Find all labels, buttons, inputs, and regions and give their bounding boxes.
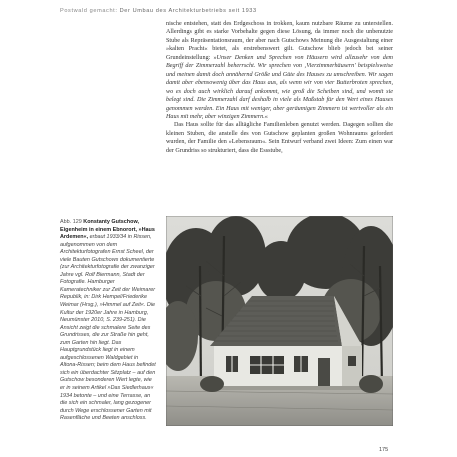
- page-number: 175: [379, 447, 389, 453]
- running-head-title: : Der Umbau des Architekturbetriebs seit 1933: [115, 8, 257, 14]
- caption-number: Abb. 129: [60, 219, 82, 225]
- running-head-chapter: Postwald gemacht: [60, 8, 116, 14]
- running-head: [60, 8, 440, 14]
- house-photo-illustration: [166, 216, 393, 426]
- body-paragraph-1-tail: «: [264, 113, 268, 120]
- body-text-column: [166, 20, 393, 155]
- body-paragraph-1: [166, 20, 393, 121]
- body-paragraph-1-lead: nische entstehen, statt des Erdgeschoss in trokken, kaum nutzbare Räume zu unterstellen. Allerdings gibt es starke Vorbehalte gegen diese Lösung, da immer noch die unbenutzte Stube als Repräsentationsraum, der aber nach Gutschows Meinung die Ausgestaltung einer »kalten Pracht« bietet, als erstrebenswert gilt. Gutschow blieb jedoch bei seiner Grundeinstellung: »: [166, 21, 393, 61]
- caption-text: erbaut 1933/34 in Rissen, aufgenommen von dem Architekturfotografen Ernst Scheel, der viele Bauten Gutschows dokumentierte (zur Architekturfotografie der zwanziger Jahre vgl. Rolf Biermann, Stadt der Fotografie. Hamburger Kameratechniker zur Zeit der Weimarer Republik, in: Dirk Hempel/Friederike Weimar (Hrsg.), »Himmel auf Zeit«. Die Kultur der 1920er Jahre in Hamburg, Neumünster 2010, S. 239-251). Die Ansicht zeigt die schmalere Seite des Grundrisses, die zur Straße hin geht, zum Garten hin liegt. Das Hauptgrundstück liegt in einem aufgeschlossenen Waldgebiet in Altona-Rissen; beim dem Haus befindet sich ein überdachter Sitzplatz – auf den Gutschow besonderen Wert legte, wie er in seinem Artikel »Das Siedlerhaus« 1934 betonte – und eine Terrasse, an die sich ein schmaler, lang gezogener durch Wege erschlossener Garten mit Rasenfläche und Beeten anschloss.: [60, 234, 156, 422]
- caption-title: Eigenheim in einem Ebnorort, »Haus Ardemen«,: [60, 226, 155, 241]
- caption-architect: Konstanty Gutschow,: [83, 219, 139, 225]
- body-paragraph-2: Das Haus sollte für das alltägliche Familienleben genutzt werden. Dagegen sollten die kleinen Stuben, die anstelle des von Gutschow geplanten großen Wohnraums gefordert wurden, der Familie den »Lebensraum«. Sein Entwurf verband zwei Ideen: Zum einen war der Grundriss so strukturiert, dass die Essstube,: [166, 122, 393, 154]
- body-paragraph-1-quote: Unser Denken und Sprechen von Häusern wird allzusehr von dem Begriff der Zimmerzahl beherrscht. Wir sprechen von ‚Vierzimmerhäusern' beispielsweise und meinen damit doch annähernd Größe und Güte des Hauses zu umschreiben. Wir sagen damit aber ebensowenig über das Haus aus, als wenn wir von vier Butterbroten sprechen, wo es doch auch wirklich darauf ankommt, wie groß die Scheiben sind, und womit sie belegt sind. Die Zimmerzahl darf deshalb in viele als Maßstab für den Wert eines Hauses genommen werden. Ein Haus mit weniger, aber geräumigen Zimmern ist wertvoller als ein Haus mit mehr, aber winzigen Zimmern.: [166, 54, 393, 120]
- house-photograph: [166, 216, 393, 426]
- figure-caption: [60, 219, 156, 423]
